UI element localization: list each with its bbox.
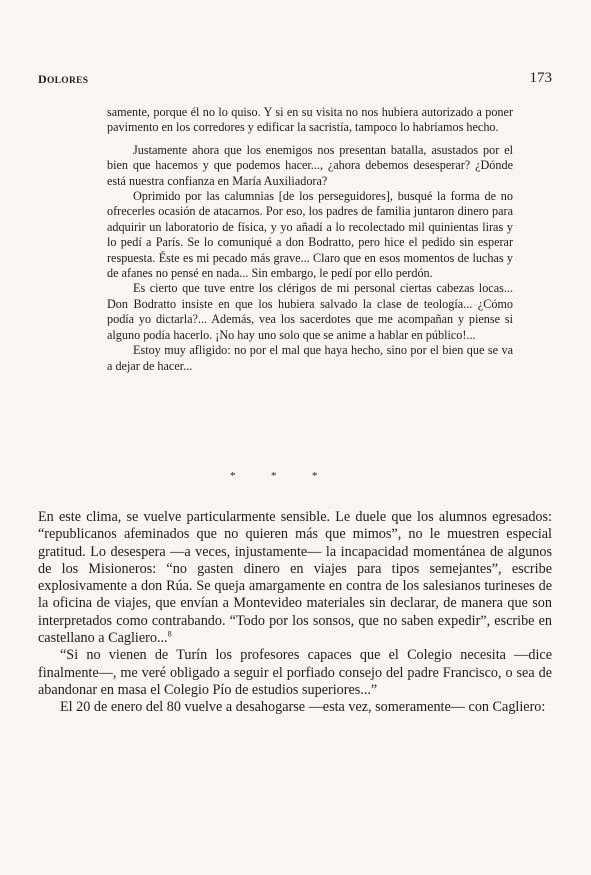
footnote-marker: 8 [167, 629, 172, 639]
quote-paragraph: Justamente ahora que los enemigos nos presentan batalla, asustados por el bien que hacemos y que podemos hacer..., ¿ahora debemos desesperar? ¿Dónde está nuestra confianza en María Auxiliadora? [107, 142, 513, 188]
body-paragraph [38, 509, 552, 647]
separator-star: * [230, 470, 236, 482]
body-paragraph: “Si no vienen de Turín los profesores capaces que el Colegio necesita —dice finalmente—, me veré obligado a seguir el porfiado consejo del padre Francisco, o sea de abandonar en masa el Colegio Pío de estudios superiores...” [38, 647, 552, 698]
block-quote [107, 105, 513, 374]
separator-star: * [312, 470, 318, 482]
quote-paragraph: Es cierto que tuve entre los clérigos de mi personal ciertas cabezas locas... Don Bodratto insiste en que los hubiera salvado la clase de teología... ¿Cómo podía yo dictarla?... Además, vea los sacerdotes que me acompañan y piense si alguno podía hacerlo. ¡No hay uno solo que se anime a hablar en público!... [107, 281, 513, 342]
page-number: 173 [529, 70, 552, 86]
quote-paragraph: Oprimido por las calumnias [de los perseguidores], busqué la forma de no ofrecerles ocasión de atacarnos. Por eso, los padres de familia juntaron dinero para adquirir un laboratorio de física, y yo añadí a lo recolectado mil quinientas liras y lo pedí a París. Se lo comuniqué a don Bodratto, pero hice el pedido sin esperar respuesta. Éste es mi pecado más grave... Claro que en esos momentos de luchas y de afanes no pensé en nada... Sin embargo, le pedí por ello perdón. [107, 189, 513, 281]
page-header [38, 70, 552, 90]
running-head-rest: OLORES [46, 76, 89, 86]
running-head [38, 72, 88, 87]
body-paragraph-text: En este clima, se vuelve particularmente sensible. Le duele que los alumnos egresados: “republicanos afeminados que no quieren más que mimos”, no le muestren especial gratitud. Lo desespera —a veces, injustamente— la incapacidad momentánea de algunos de los Misioneros: “no gasten dinero en viajes para tipos semejantes”, escribe explosivamente a don Rúa. Se queja amargamente en contra de los salesianos turineses de la oficina de viajes, que envían a Montevideo materiales sin declarar, de manera que son interpretados como contrabando. “Todo por los sonsos, que no saben expedir”, escribe en castellano a Cagliero... [38, 509, 552, 647]
quote-paragraph: Estoy muy afligido: no por el mal que haya hecho, sino por el bien que se va a dejar de hacer... [107, 343, 513, 373]
quote-paragraph: samente, porque él no lo quiso. Y si en su visita no nos hubiera autorizado a poner pavimento en los corredores y edificar la sacristía, tampoco lo habríamos hecho. [107, 105, 513, 135]
section-separator [0, 470, 591, 484]
body-paragraph: El 20 de enero del 80 vuelve a desahogarse —esta vez, someramente— con Cagliero: [60, 699, 546, 716]
running-head-initial: D [38, 72, 47, 86]
body-text [38, 509, 552, 717]
separator-star: * [271, 470, 277, 482]
